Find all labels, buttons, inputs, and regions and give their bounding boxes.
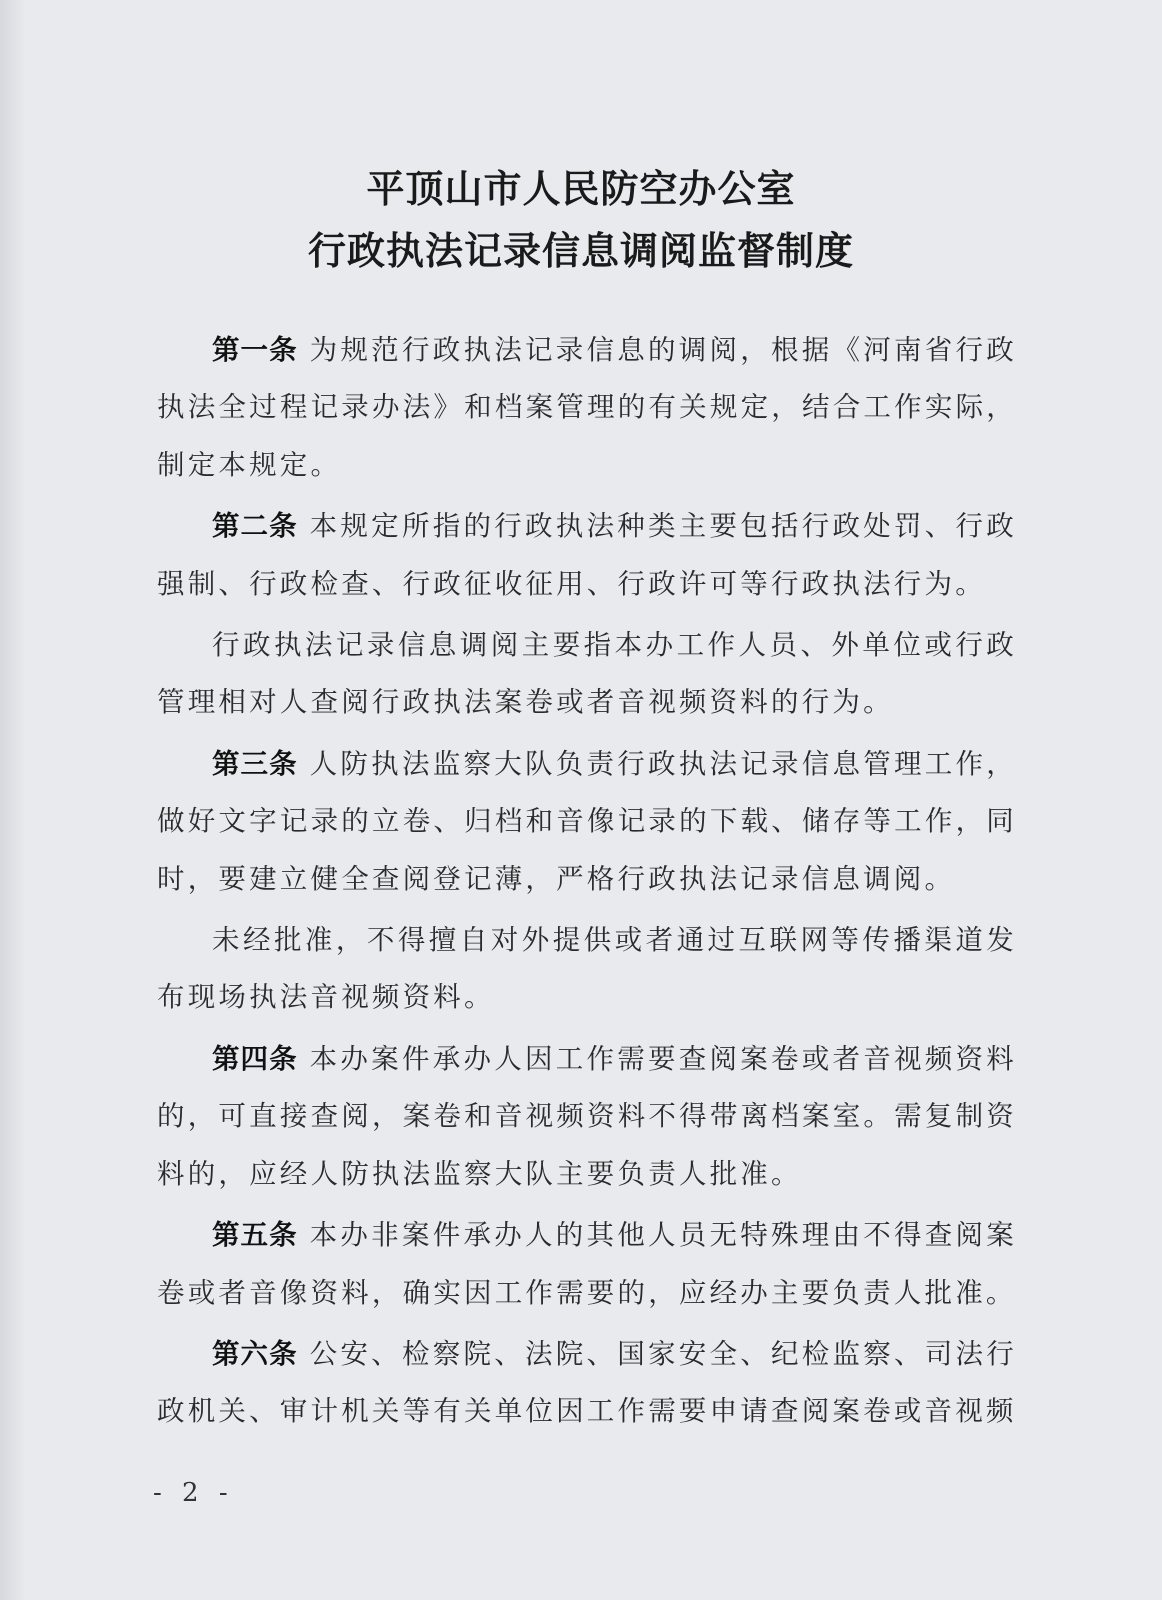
paragraph-article-4 <box>157 1031 1017 1203</box>
article-label: 第六条 <box>212 1337 298 1370</box>
paragraph-article-1 <box>157 322 1017 494</box>
document-body <box>157 322 1017 1445</box>
paragraph-text: 本办非案件承办人的其他人员无特殊理由不得查阅案卷或者音像资料，确实因工作需要的，应经办主要负责人批准。 <box>157 1219 1017 1309</box>
paragraph-article-2 <box>157 498 1017 613</box>
paragraph-article-3-continued <box>157 912 1017 1027</box>
paragraph-text: 公安、检察院、法院、国家安全、纪检监察、司法行政机关、审计机关等有关单位因工作需要申请查阅案卷或音视频 <box>157 1337 1017 1428</box>
paragraph-text: 未经批准，不得擅自对外提供或者通过互联网等传播渠道发布现场执法音视频资料。 <box>157 924 1017 1014</box>
article-label: 第五条 <box>212 1219 298 1252</box>
document-title-line1: 平顶山市人民防空办公室 <box>366 167 796 211</box>
article-label: 第二条 <box>212 510 298 543</box>
article-label: 第三条 <box>212 747 298 780</box>
paragraph-article-5 <box>157 1207 1017 1322</box>
paragraph-article-2-continued <box>157 617 1017 732</box>
document-title-line2: 行政执法记录信息调阅监督制度 <box>307 229 854 273</box>
paragraph-text: 人防执法监察大队负责行政执法记录信息管理工作，做好文字记录的立卷、归档和音像记录的下载、储存等工作，同时，要建立健全查阅登记薄，严格行政执法记录信息调阅。 <box>157 747 1017 895</box>
article-label: 第一条 <box>212 334 298 366</box>
page-number: - 2 - <box>153 1478 234 1508</box>
paragraph-text: 本办案件承办人因工作需要查阅案卷或者音视频资料的，可直接查阅，案卷和音视频资料不得带离档案室。需复制资料的，应经人防执法监察大队主要负责人批准。 <box>157 1042 1017 1190</box>
article-label: 第四条 <box>212 1042 298 1075</box>
paragraph-text: 行政执法记录信息调阅主要指本办工作人员、外单位或行政管理相对人查阅行政执法案卷或者音视频资料的行为。 <box>157 629 1017 719</box>
paragraph-text: 为规范行政执法记录信息的调阅，根据《河南省行政执法全过程记录办法》和档案管理的有关规定，结合工作实际，制定本规定。 <box>157 334 1017 481</box>
paragraph-article-6 <box>157 1326 1017 1441</box>
paragraph-text: 本规定所指的行政执法种类主要包括行政处罚、行政强制、行政检查、行政征收征用、行政许可等行政执法行为。 <box>157 510 1017 600</box>
paragraph-article-3 <box>157 736 1017 908</box>
